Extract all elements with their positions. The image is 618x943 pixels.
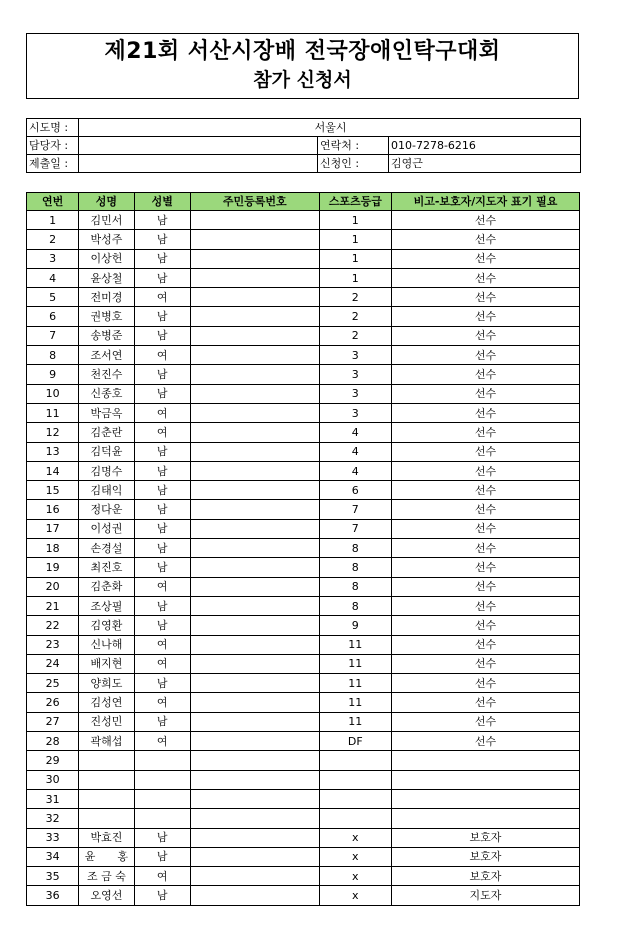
participant-name: 이상헌: [79, 249, 134, 268]
participant-id-number: [190, 616, 319, 635]
form-title-box: [26, 33, 579, 99]
table-row: [27, 751, 580, 770]
participant-note: 선수: [391, 288, 579, 307]
participant-note: 선수: [391, 403, 579, 422]
participant-note: 선수: [391, 500, 579, 519]
table-row: [27, 616, 580, 635]
participant-grade: 11: [319, 654, 391, 673]
participant-gender: 남: [134, 616, 190, 635]
participant-id-number: [190, 867, 319, 886]
participant-id-number: [190, 770, 319, 789]
participant-gender: 남: [134, 847, 190, 866]
participant-note: 보호자: [391, 867, 579, 886]
row-number: 22: [27, 616, 79, 635]
header-no: 연번: [27, 193, 79, 211]
participant-gender: 남: [134, 211, 190, 230]
participant-note: 선수: [391, 654, 579, 673]
participant-note: 선수: [391, 616, 579, 635]
participant-name: 조 금 숙: [79, 867, 134, 886]
participant-id-number: [190, 732, 319, 751]
participant-id-number: [190, 461, 319, 480]
participant-grade: x: [319, 847, 391, 866]
participant-grade: 11: [319, 674, 391, 693]
table-row: [27, 461, 580, 480]
participant-name: 박성주: [79, 230, 134, 249]
row-number: 23: [27, 635, 79, 654]
table-row: [27, 847, 580, 866]
participant-grade: [319, 809, 391, 828]
table-row: [27, 249, 580, 268]
row-number: 15: [27, 481, 79, 500]
participant-grade: 3: [319, 384, 391, 403]
participant-gender: 남: [134, 249, 190, 268]
participant-note: 선수: [391, 577, 579, 596]
row-number: 21: [27, 596, 79, 615]
row-number: 26: [27, 693, 79, 712]
participant-note: [391, 789, 579, 808]
participant-id-number: [190, 249, 319, 268]
participant-grade: DF: [319, 732, 391, 751]
participant-gender: 남: [134, 442, 190, 461]
manager-label: 담당자 :: [27, 137, 79, 155]
header-note: 비고-보호자/지도자 표기 필요: [391, 193, 579, 211]
participant-id-number: [190, 230, 319, 249]
participant-gender: 남: [134, 519, 190, 538]
participant-id-number: [190, 577, 319, 596]
participant-rows: [27, 211, 580, 906]
participant-grade: 2: [319, 307, 391, 326]
participant-grade: 9: [319, 616, 391, 635]
form-title: 제21회 서산시장배 전국장애인탁구대회: [104, 39, 501, 64]
participant-note: 선수: [391, 635, 579, 654]
participant-note: 선수: [391, 230, 579, 249]
participant-grade: [319, 751, 391, 770]
participant-grade: 3: [319, 346, 391, 365]
participant-id-number: [190, 346, 319, 365]
row-number: 34: [27, 847, 79, 866]
applicant-label: 신청인 :: [318, 155, 389, 173]
participant-id-number: [190, 847, 319, 866]
table-row: [27, 384, 580, 403]
participant-grade: 11: [319, 635, 391, 654]
table-row: [27, 307, 580, 326]
table-row: [27, 732, 580, 751]
participant-name: 이성권: [79, 519, 134, 538]
participant-gender: 여: [134, 403, 190, 422]
header-id-number: 주민등록번호: [190, 193, 319, 211]
participant-note: 선수: [391, 442, 579, 461]
participant-id-number: [190, 635, 319, 654]
participant-name: 정다운: [79, 500, 134, 519]
table-row: [27, 423, 580, 442]
participant-gender: 여: [134, 693, 190, 712]
participant-grade: [319, 770, 391, 789]
participant-gender: 여: [134, 635, 190, 654]
row-number: 12: [27, 423, 79, 442]
participant-gender: 여: [134, 346, 190, 365]
row-number: 6: [27, 307, 79, 326]
participant-gender: [134, 809, 190, 828]
participant-note: 선수: [391, 326, 579, 345]
row-number: 36: [27, 886, 79, 905]
participant-grade: x: [319, 828, 391, 847]
participant-gender: 남: [134, 307, 190, 326]
participant-id-number: [190, 481, 319, 500]
table-row: [27, 326, 580, 345]
participant-name: 윤 홍: [79, 847, 134, 866]
info-row-city: [27, 119, 581, 137]
participant-grade: 4: [319, 442, 391, 461]
date-label: 제출일 :: [27, 155, 79, 173]
row-number: 7: [27, 326, 79, 345]
participant-gender: 남: [134, 481, 190, 500]
participant-id-number: [190, 828, 319, 847]
participant-name: 진성민: [79, 712, 134, 731]
participant-id-number: [190, 789, 319, 808]
participant-grade: [319, 789, 391, 808]
table-row: [27, 365, 580, 384]
participant-note: 보호자: [391, 828, 579, 847]
participant-gender: 남: [134, 268, 190, 287]
participant-gender: [134, 789, 190, 808]
participant-grade: 11: [319, 712, 391, 731]
participant-id-number: [190, 539, 319, 558]
row-number: 24: [27, 654, 79, 673]
participant-grade: 8: [319, 596, 391, 615]
participant-gender: 남: [134, 326, 190, 345]
row-number: 3: [27, 249, 79, 268]
participant-note: 선수: [391, 519, 579, 538]
row-number: 31: [27, 789, 79, 808]
participant-name: [79, 789, 134, 808]
participant-note: [391, 751, 579, 770]
participant-grade: 1: [319, 230, 391, 249]
table-row: [27, 403, 580, 422]
participant-note: 선수: [391, 481, 579, 500]
table-row: [27, 712, 580, 731]
participant-id-number: [190, 693, 319, 712]
participant-grade: 8: [319, 539, 391, 558]
participant-grade: 4: [319, 461, 391, 480]
participant-id-number: [190, 211, 319, 230]
participant-note: 지도자: [391, 886, 579, 905]
row-number: 9: [27, 365, 79, 384]
participant-gender: 남: [134, 886, 190, 905]
row-number: 30: [27, 770, 79, 789]
participant-note: 선수: [391, 461, 579, 480]
participant-grade: 7: [319, 500, 391, 519]
row-number: 20: [27, 577, 79, 596]
participant-id-number: [190, 654, 319, 673]
row-number: 14: [27, 461, 79, 480]
row-number: 32: [27, 809, 79, 828]
participant-table: [26, 192, 580, 906]
table-row: [27, 867, 580, 886]
participant-gender: [134, 751, 190, 770]
participant-name: 김민서: [79, 211, 134, 230]
participant-note: 선수: [391, 558, 579, 577]
participant-grade: 1: [319, 211, 391, 230]
participant-gender: 여: [134, 867, 190, 886]
participant-grade: 2: [319, 288, 391, 307]
participant-id-number: [190, 307, 319, 326]
participant-name: 박효진: [79, 828, 134, 847]
row-number: 8: [27, 346, 79, 365]
row-number: 18: [27, 539, 79, 558]
participant-name: [79, 809, 134, 828]
participant-note: 선수: [391, 674, 579, 693]
participant-name: 신나해: [79, 635, 134, 654]
row-number: 4: [27, 268, 79, 287]
participant-gender: 남: [134, 828, 190, 847]
city-value: 서울시: [79, 119, 581, 137]
participant-grade: 1: [319, 268, 391, 287]
participant-gender: 남: [134, 712, 190, 731]
participant-note: 선수: [391, 712, 579, 731]
participant-note: 선수: [391, 346, 579, 365]
participant-id-number: [190, 751, 319, 770]
participant-name: 김태익: [79, 481, 134, 500]
row-number: 33: [27, 828, 79, 847]
row-number: 2: [27, 230, 79, 249]
participant-grade: 8: [319, 558, 391, 577]
participant-name: [79, 751, 134, 770]
applicant-info-table: [26, 118, 581, 173]
participant-name: 신종호: [79, 384, 134, 403]
table-row: [27, 828, 580, 847]
participant-id-number: [190, 500, 319, 519]
participant-name: 최진호: [79, 558, 134, 577]
participant-gender: 남: [134, 365, 190, 384]
participant-id-number: [190, 809, 319, 828]
participant-header-row: [27, 193, 580, 211]
row-number: 19: [27, 558, 79, 577]
participant-name: 김덕윤: [79, 442, 134, 461]
participant-id-number: [190, 886, 319, 905]
table-row: [27, 288, 580, 307]
participant-id-number: [190, 384, 319, 403]
row-number: 10: [27, 384, 79, 403]
participant-id-number: [190, 558, 319, 577]
participant-name: 박금옥: [79, 403, 134, 422]
row-number: 5: [27, 288, 79, 307]
participant-name: 양희도: [79, 674, 134, 693]
table-row: [27, 577, 580, 596]
table-row: [27, 211, 580, 230]
manager-value: [79, 137, 318, 155]
participant-note: 선수: [391, 423, 579, 442]
participant-name: 천진수: [79, 365, 134, 384]
participant-grade: 11: [319, 693, 391, 712]
participant-name: 권병호: [79, 307, 134, 326]
participant-gender: 여: [134, 423, 190, 442]
participant-name: 김성연: [79, 693, 134, 712]
participant-grade: 2: [319, 326, 391, 345]
participant-id-number: [190, 423, 319, 442]
participant-gender: 여: [134, 288, 190, 307]
table-row: [27, 674, 580, 693]
table-row: [27, 789, 580, 808]
info-row-manager: [27, 137, 581, 155]
participant-name: 전미경: [79, 288, 134, 307]
contact-label: 연락처 :: [318, 137, 389, 155]
table-row: [27, 230, 580, 249]
participant-note: 선수: [391, 249, 579, 268]
participant-id-number: [190, 442, 319, 461]
participant-note: 선수: [391, 365, 579, 384]
participant-grade: 6: [319, 481, 391, 500]
participant-grade: 3: [319, 403, 391, 422]
participant-note: 선수: [391, 693, 579, 712]
participant-name: 김춘화: [79, 577, 134, 596]
participant-name: 조서연: [79, 346, 134, 365]
participant-name: 김춘란: [79, 423, 134, 442]
participant-name: 오영선: [79, 886, 134, 905]
participant-name: 손경설: [79, 539, 134, 558]
participant-id-number: [190, 712, 319, 731]
table-row: [27, 654, 580, 673]
participant-gender: 여: [134, 654, 190, 673]
table-row: [27, 519, 580, 538]
table-row: [27, 809, 580, 828]
city-label: 시도명 :: [27, 119, 79, 137]
row-number: 35: [27, 867, 79, 886]
row-number: 1: [27, 211, 79, 230]
participant-gender: 남: [134, 461, 190, 480]
participant-grade: x: [319, 867, 391, 886]
table-row: [27, 596, 580, 615]
form-subtitle: 참가 신청서: [253, 69, 352, 91]
table-row: [27, 346, 580, 365]
participant-note: 선수: [391, 268, 579, 287]
participant-gender: 남: [134, 230, 190, 249]
participant-grade: x: [319, 886, 391, 905]
participant-grade: 8: [319, 577, 391, 596]
participant-gender: 여: [134, 577, 190, 596]
info-row-date: [27, 155, 581, 173]
participant-name: 윤상철: [79, 268, 134, 287]
participant-gender: 여: [134, 732, 190, 751]
participant-name: 송병준: [79, 326, 134, 345]
participant-name: 김영환: [79, 616, 134, 635]
participant-name: 배지현: [79, 654, 134, 673]
participant-id-number: [190, 519, 319, 538]
table-row: [27, 635, 580, 654]
participant-name: 김명수: [79, 461, 134, 480]
participant-gender: 남: [134, 596, 190, 615]
participant-id-number: [190, 403, 319, 422]
participant-note: 선수: [391, 307, 579, 326]
row-number: 16: [27, 500, 79, 519]
table-row: [27, 693, 580, 712]
row-number: 13: [27, 442, 79, 461]
participant-id-number: [190, 268, 319, 287]
participant-gender: 남: [134, 674, 190, 693]
table-row: [27, 481, 580, 500]
contact-value: 010-7278-6216: [389, 137, 581, 155]
row-number: 27: [27, 712, 79, 731]
table-row: [27, 268, 580, 287]
participant-gender: 남: [134, 384, 190, 403]
participant-id-number: [190, 596, 319, 615]
participant-gender: 남: [134, 558, 190, 577]
participant-note: 선수: [391, 596, 579, 615]
row-number: 25: [27, 674, 79, 693]
header-gender: 성별: [134, 193, 190, 211]
participant-grade: 3: [319, 365, 391, 384]
participant-grade: 7: [319, 519, 391, 538]
table-row: [27, 539, 580, 558]
participant-id-number: [190, 288, 319, 307]
table-row: [27, 558, 580, 577]
participant-note: 선수: [391, 732, 579, 751]
table-row: [27, 770, 580, 789]
table-row: [27, 442, 580, 461]
participant-gender: 남: [134, 500, 190, 519]
participant-note: 선수: [391, 384, 579, 403]
participant-note: [391, 770, 579, 789]
participant-gender: 남: [134, 539, 190, 558]
applicant-value: 김영근: [389, 155, 581, 173]
participant-name: 곽해섭: [79, 732, 134, 751]
row-number: 29: [27, 751, 79, 770]
participant-note: [391, 809, 579, 828]
participant-note: 선수: [391, 539, 579, 558]
header-name: 성명: [79, 193, 134, 211]
participant-note: 선수: [391, 211, 579, 230]
header-grade: 스포츠등급: [319, 193, 391, 211]
table-row: [27, 886, 580, 905]
participant-note: 보호자: [391, 847, 579, 866]
date-value: [79, 155, 318, 173]
participant-name: [79, 770, 134, 789]
row-number: 17: [27, 519, 79, 538]
participant-id-number: [190, 674, 319, 693]
participant-gender: [134, 770, 190, 789]
row-number: 28: [27, 732, 79, 751]
participant-grade: 4: [319, 423, 391, 442]
table-row: [27, 500, 580, 519]
participant-id-number: [190, 326, 319, 345]
row-number: 11: [27, 403, 79, 422]
participant-name: 조상필: [79, 596, 134, 615]
participant-id-number: [190, 365, 319, 384]
participant-grade: 1: [319, 249, 391, 268]
